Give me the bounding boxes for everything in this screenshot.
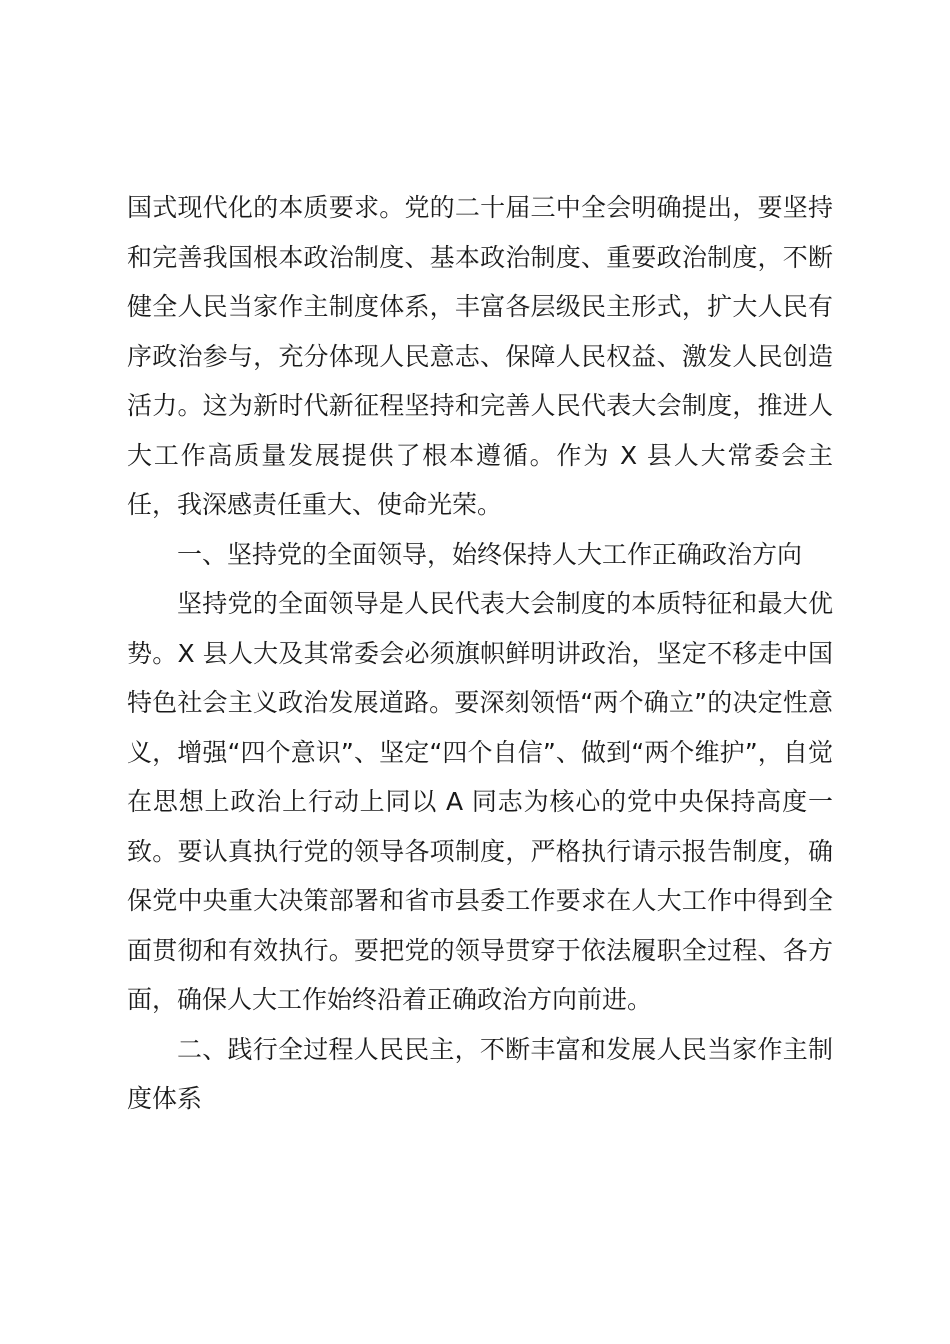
document-body (127, 183, 833, 1124)
section-heading-1: 一、坚持党的全面领导，始终保持人大工作正确政治方向 (177, 539, 803, 569)
paragraph-body-1: 坚持党的全面领导是人民代表大会制度的本质特征和最大优势。X 县人大及其常委会必须旗帜鲜明讲政治，坚定不移走中国特色社会主义政治发展道路。要深刻领悟“两个确立”的决定性意义，增强“四个意识”、坚定“四个自信”、做到“两个维护”，自觉在思想上政治上行动上同以 A 同志为核心的党中央保持高度一致。要认真执行党的领导各项制度，严格执行请示报告制度，确保党中央重大决策部署和省市县委工作要求在人大工作中得到全面贯彻和有效执行。要把党的领导贯穿于依法履职全过程、各方面，确保人大工作始终沿着正确政治方向前进。 (127, 589, 833, 1014)
section-heading-2: 二、践行全过程人民民主，不断丰富和发展人民当家作主制度体系 (127, 1034, 833, 1113)
paragraph-continuation: 国式现代化的本质要求。党的二十届三中全会明确提出，要坚持和完善我国根本政治制度、基本政治制度、重要政治制度，不断健全人民当家作主制度体系，丰富各层级民主形式，扩大人民有序政治参与，充分体现人民意志、保障人民权益、激发人民创造活力。这为新时代新征程坚持和完善人民代表大会制度，推进人大工作高质量发展提供了根本遵循。作为 X 县人大常委会主任，我深感责任重大、使命光荣。 (127, 193, 833, 519)
